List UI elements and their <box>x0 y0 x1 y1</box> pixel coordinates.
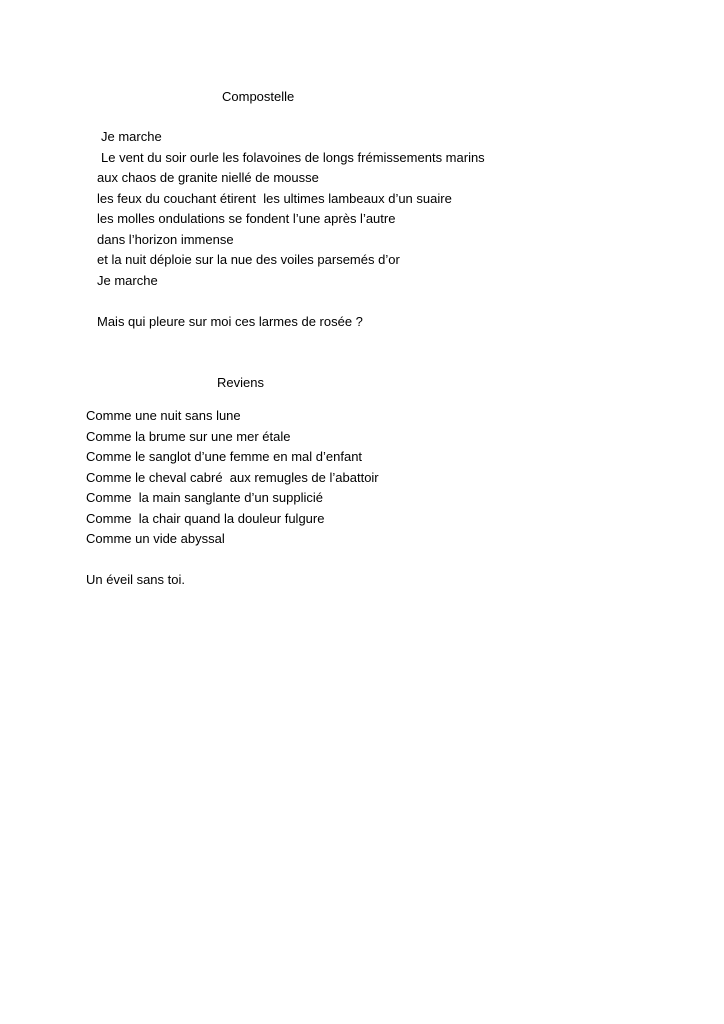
poem2-line: Comme la main sanglante d’un supplicié <box>86 490 324 505</box>
poem1-line: Le vent du soir ourle les folavoines de longs frémissements marins <box>101 150 485 165</box>
poem2-closing-line: Un éveil sans toi. <box>86 572 185 587</box>
poem1-line: dans l’horizon immense <box>97 232 234 247</box>
poem1-line: les molles ondulations se fondent l’une après l’autre <box>97 211 396 226</box>
poem2-line: Comme la chair quand la douleur fulgure <box>86 511 325 526</box>
poem1-line: aux chaos de granite niellé de mousse <box>97 170 319 185</box>
poem-title-compostelle: Compostelle <box>222 89 295 104</box>
poem-title-reviens: Reviens <box>217 375 264 390</box>
poem2-line: Comme une nuit sans lune <box>86 408 241 423</box>
poem2-line: Comme le sanglot d’une femme en mal d’enfant <box>86 449 363 464</box>
poem2-line: Comme un vide abyssal <box>86 531 225 546</box>
poem1-line: Je marche <box>97 273 158 288</box>
poem1-line: les feux du couchant étirent les ultimes lambeaux d’un suaire <box>97 191 452 206</box>
poem1-closing-line: Mais qui pleure sur moi ces larmes de rosée ? <box>97 314 363 329</box>
poem2-line: Comme la brume sur une mer étale <box>86 429 291 444</box>
poem1-line: et la nuit déploie sur la nue des voiles parsemés d’or <box>97 252 400 267</box>
poem2-line: Comme le cheval cabré aux remugles de l’abattoir <box>86 470 379 485</box>
poem1-line: Je marche <box>101 129 162 144</box>
